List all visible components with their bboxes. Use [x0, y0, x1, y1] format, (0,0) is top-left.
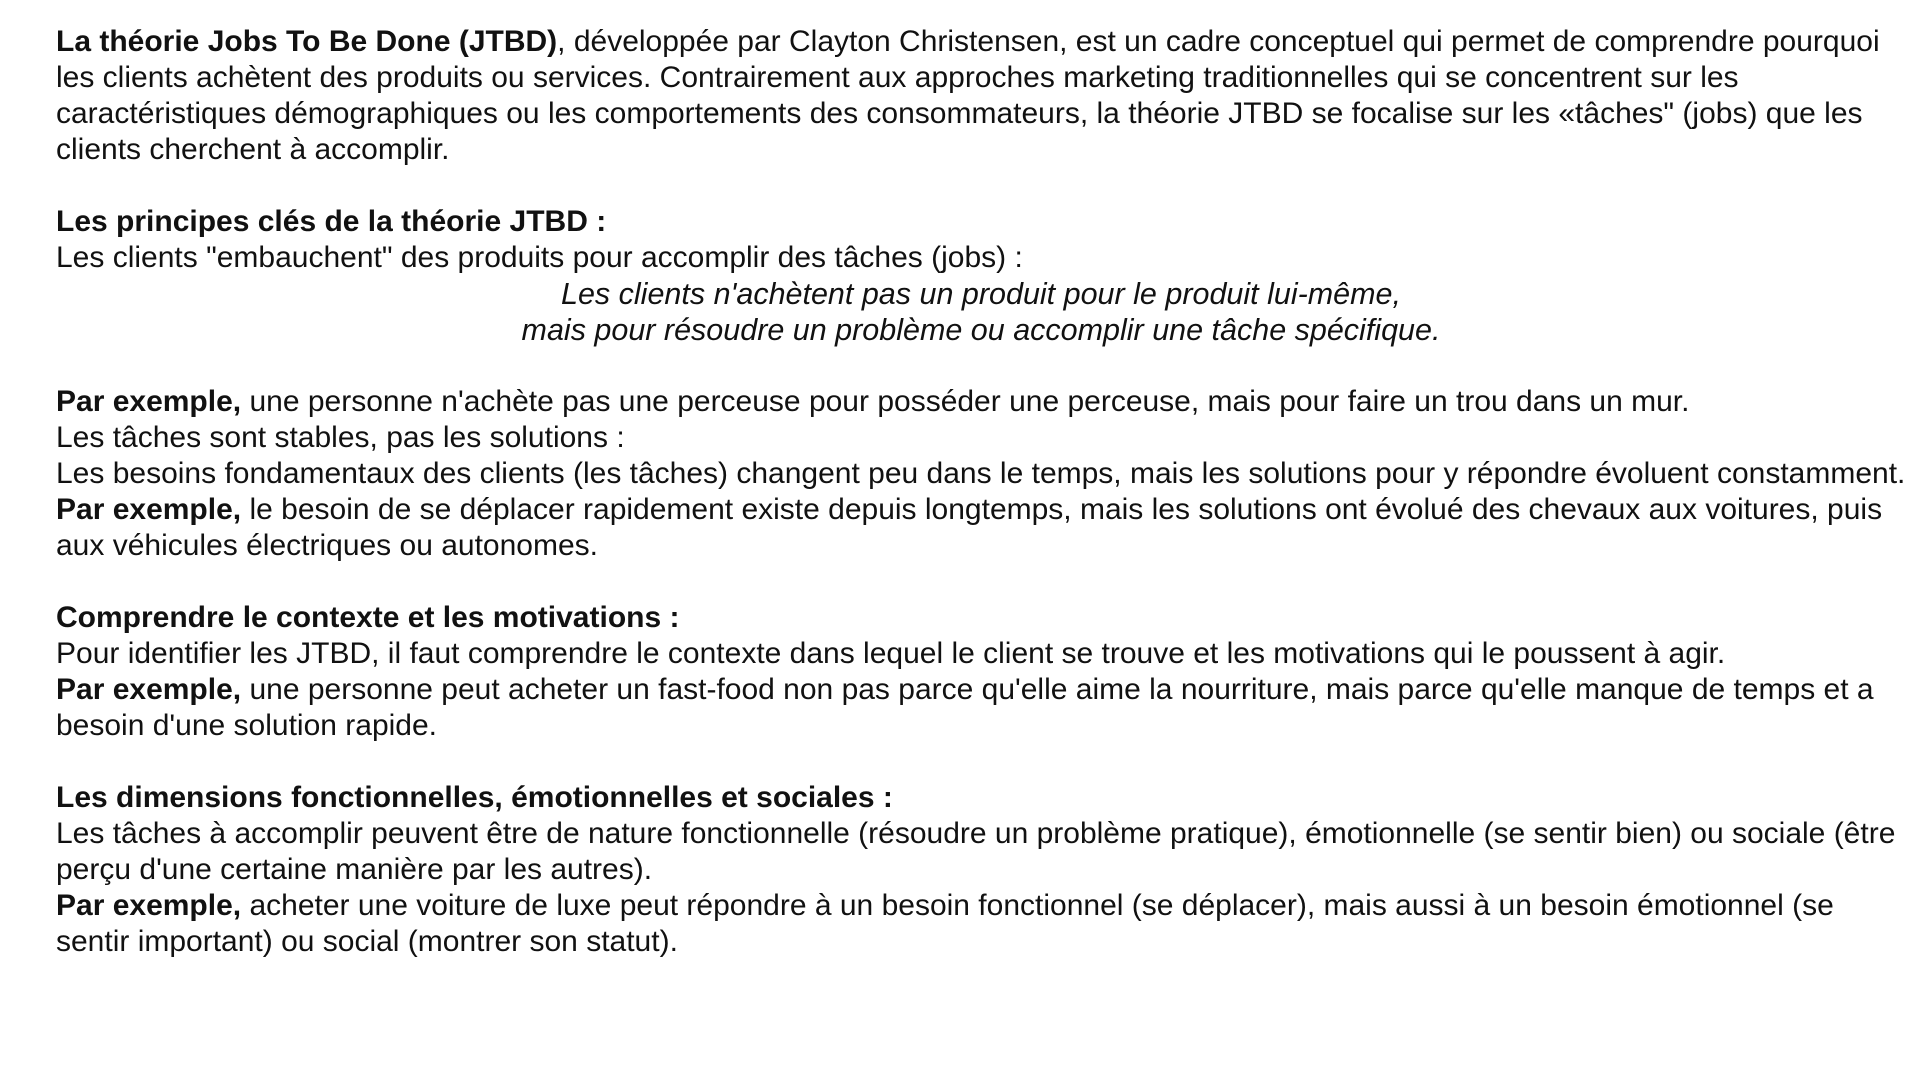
document-body [56, 24, 1906, 960]
example-fastfood-text: une personne peut acheter un fast-food non pas parce qu'elle aime la nourriture, mais parce qu'elle manque de temps et a besoin d'une solution rapide. [56, 673, 1874, 742]
example-luxury-car-text: acheter une voiture de luxe peut répondre à un besoin fonctionnel (se déplacer), mais aussi à un besoin émotionnel (se sentir important) ou social (montrer son statut). [56, 889, 1834, 958]
example-luxury-car [56, 888, 1906, 960]
quote-line-1: Les clients n'achètent pas un produit pour le produit lui-même, [561, 277, 1401, 311]
example-drill-text: une personne n'achète pas une perceuse pour posséder une perceuse, mais pour faire un trou dans un mur. [241, 385, 1690, 418]
context-body: Pour identifier les JTBD, il faut comprendre le contexte dans lequel le client se trouve et les motivations qui le poussent à agir. [56, 637, 1726, 670]
example-label: Par exemple, [56, 385, 242, 418]
example-transport-text: le besoin de se déplacer rapidement existe depuis longtemps, mais les solutions ont évolué des chevaux aux voitures, puis aux véhicules électriques ou autonomes. [56, 493, 1883, 562]
intro-text: , développée par Clayton Christensen, est un cadre conceptuel qui permet de comprendre pourquoi les clients achètent des produits ou services. Contrairement aux approches marketing traditionnelles qui se concentrent sur les caractéristiques démographiques ou les comportements des consommateurs, la théorie JTBD se focalise sur les «tâches" (jobs) que les clients cherchent à accomplir. [56, 25, 1880, 166]
example-label: Par exemple, [56, 493, 242, 526]
intro-paragraph [56, 24, 1906, 168]
dimensions-heading-text: Les dimensions fonctionnelles, émotionnelles et sociales : [56, 781, 893, 814]
dimensions-heading [56, 780, 1906, 816]
spacer [56, 168, 1906, 204]
context-heading-text: Comprendre le contexte et les motivations : [56, 601, 680, 634]
dimensions-body: Les tâches à accomplir peuvent être de nature fonctionnelle (résoudre un problème pratique), émotionnelle (se sentir bien) ou sociale (être perçu d'une certaine manière par les autres). [56, 817, 1896, 886]
example-fastfood [56, 672, 1906, 744]
principles-heading-text: Les principes clés de la théorie JTBD : [56, 205, 607, 238]
principles-heading [56, 204, 1906, 240]
spacer [56, 564, 1906, 600]
example-label: Par exemple, [56, 673, 242, 706]
intro-lead: La théorie Jobs To Be Done (JTBD) [56, 25, 558, 58]
stable-body: Les besoins fondamentaux des clients (les tâches) changent peu dans le temps, mais les solutions pour y répondre évoluent constamment. [56, 457, 1906, 490]
example-label: Par exemple, [56, 889, 242, 922]
quote-line-2: mais pour résoudre un problème ou accomplir une tâche spécifique. [521, 313, 1441, 347]
example-drill [56, 384, 1906, 420]
stable-line: Les tâches sont stables, pas les solutions : [56, 421, 625, 454]
hire-line: Les clients "embauchent" des produits pour accomplir des tâches (jobs) : [56, 241, 1023, 274]
spacer [56, 744, 1906, 780]
context-heading [56, 600, 1906, 636]
example-transport [56, 492, 1906, 564]
spacer [56, 348, 1906, 384]
